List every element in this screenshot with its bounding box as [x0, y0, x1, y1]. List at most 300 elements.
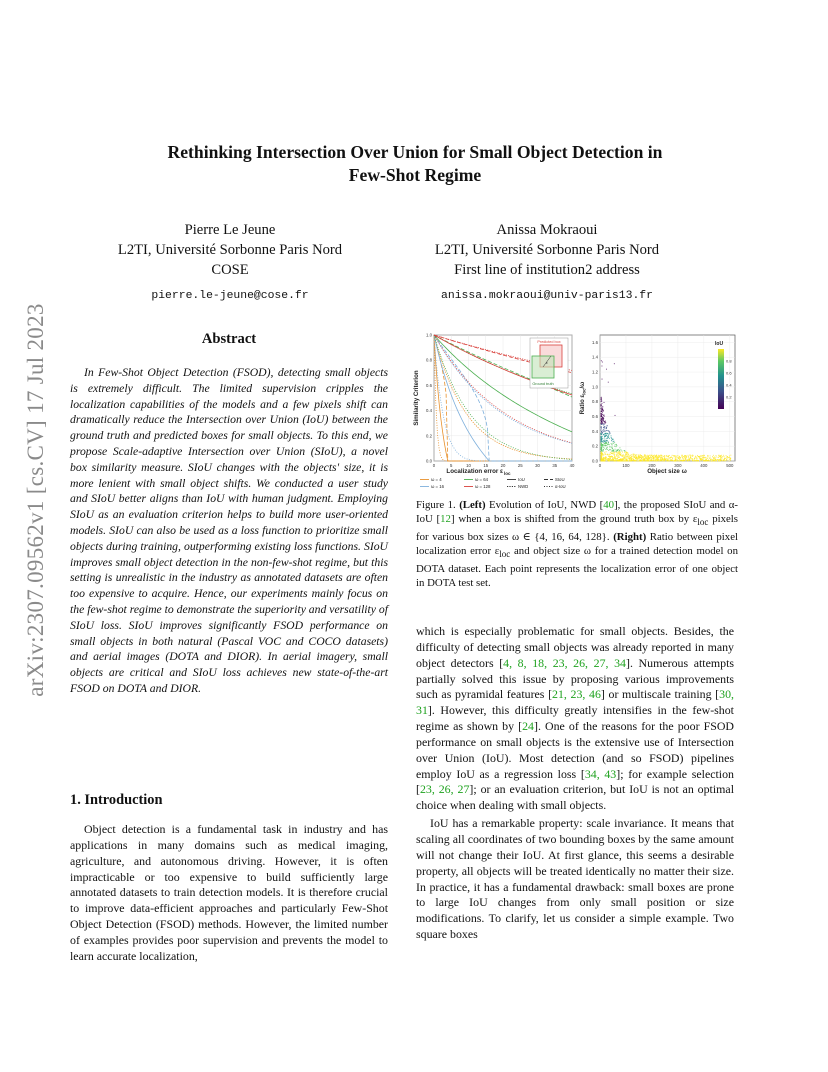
scatter-point: [619, 454, 620, 455]
x-tick-label: 5: [450, 463, 453, 468]
citation[interactable]: 34, 43: [584, 766, 617, 781]
scatter-point: [607, 458, 608, 459]
scatter-point: [624, 452, 625, 453]
scatter-point: [611, 453, 612, 454]
author-affiliation-2: COSE: [211, 262, 249, 278]
scatter-point: [643, 459, 644, 460]
x-tick-label: 300: [674, 463, 682, 468]
scatter-point: [601, 397, 602, 398]
scatter-point: [624, 450, 625, 451]
scatter-point: [726, 455, 727, 456]
scatter-point: [612, 448, 613, 449]
scatter-point: [645, 458, 646, 459]
scatter-point: [608, 456, 609, 457]
scatter-point: [622, 459, 623, 460]
scatter-point: [705, 459, 706, 460]
y-tick-label: 1.6: [592, 339, 598, 345]
scatter-point: [621, 460, 622, 461]
scatter-point: [603, 447, 604, 448]
scatter-point: [633, 454, 634, 455]
scatter-point: [602, 406, 603, 407]
scatter-point: [705, 457, 706, 458]
scatter-point: [669, 455, 670, 456]
legend-entry: IoU: [518, 477, 525, 482]
scatter-point: [605, 454, 606, 455]
scatter-point: [616, 451, 617, 452]
scatter-point: [605, 449, 606, 450]
scatter-point: [614, 363, 615, 364]
scatter-point: [601, 403, 602, 404]
author-name: Anissa Mokraoui: [496, 222, 598, 238]
scatter-point: [641, 458, 642, 459]
scatter-point: [612, 451, 613, 452]
scatter-point: [658, 455, 659, 456]
scatter-point: [712, 459, 713, 460]
abstract-text: In Few-Shot Object Detection (FSOD), detecting small objects is extremely difficult. The limited supervision cripples the localization capabilities of the models and a few pixels shift can dramatically reduce the Intersection over Union (IoU) between the ground truth and predicted boxes for small objects. To this end, we propose Scale-adaptive Intersection over Union (SIoU), a novel box similarity measure. SIoU changes with the objects' size, it is more lenient with small object shifts. We conducted a user study and SIoU better aligns than IoU with human judgment. Employing SIoU as an evaluation criterion helps to build more user-oriented models. SIoU can also be used as a loss function to prioritize small objects during training, outperforming existing loss functions. SIoU improves small object detection in the non-few-shot regime, but this setting is unrealistic in the industry as annotated datasets are often too expensive to acquire. Hence, our experiments mainly focus on the few-shot regime to demonstrate the superiority and versatility of SIoU loss. SIoU improves significantly FSOD performance on small objects in both natural (Pascal VOC and COCO datasets) and aerial images (DOTA and DIOR). In aerial imagery, small objects are critical and SIoU loss achieves new state-of-the-art FSOD on DOTA and DIOR.: [70, 366, 389, 695]
scatter-point: [610, 458, 611, 459]
scatter-point: [621, 453, 622, 454]
y-tick-label: 0.2: [426, 433, 432, 439]
y-tick-label: 1.0: [426, 332, 432, 338]
scatter-point: [674, 460, 675, 461]
scatter-point: [687, 455, 688, 456]
scatter-point: [604, 426, 605, 427]
scatter-point: [705, 460, 706, 461]
scatter-point: [608, 437, 609, 438]
scatter-point: [626, 456, 627, 457]
citation[interactable]: 23, 26, 27: [419, 782, 470, 797]
scatter-point: [609, 454, 610, 455]
scatter-point: [638, 454, 639, 455]
scatter-point: [730, 460, 731, 461]
scatter-point: [717, 459, 718, 460]
scatter-point: [726, 456, 727, 457]
arxiv-stamp: arXiv:2307.09562v1 [cs.CV] 17 Jul 2023: [23, 303, 48, 697]
left-legend: [420, 477, 566, 489]
author-name: Pierre Le Jeune: [184, 222, 276, 238]
scatter-point: [620, 452, 621, 453]
scatter-point: [618, 455, 619, 456]
scatter-point: [640, 460, 641, 461]
scatter-point: [609, 444, 610, 445]
scatter-point: [619, 447, 620, 448]
scatter-point: [601, 414, 602, 415]
scatter-point: [713, 457, 714, 458]
y-tick-label: 0.8: [592, 399, 598, 405]
scatter-point: [658, 459, 659, 460]
scatter-point: [626, 459, 627, 460]
left-x-axis-label: Localization error ε: [446, 468, 503, 475]
right-paragraph-2: IoU has a remarkable property: scale invariance. It means that scaling all coordinates of two bounding boxes by the same amount will not change their IoU. At first glance, this seems a desirable property, all objects will be treated identically no matter their size. In practice, it has a fundamental drawback: small boxes are prone to large IoU changes from only small position or size modifications. To clarify, let us consider a simple example. Two square boxes: [416, 816, 734, 942]
scatter-point: [710, 459, 711, 460]
scatter-point: [685, 458, 686, 459]
scatter-point: [616, 445, 617, 446]
scatter-point: [662, 460, 663, 461]
scatter-point: [608, 458, 609, 459]
scatter-point: [613, 457, 614, 458]
scatter-point: [633, 456, 634, 457]
scatter-point: [666, 460, 667, 461]
scatter-point: [603, 423, 604, 424]
scatter-point: [608, 450, 609, 451]
scatter-point: [730, 457, 731, 458]
scatter-point: [655, 459, 656, 460]
scatter-point: [647, 457, 648, 458]
intro-column-left: [70, 822, 388, 965]
scatter-point: [626, 452, 627, 453]
scatter-point: [606, 451, 607, 452]
y-tick-label: 0.0: [592, 458, 598, 464]
scatter-point: [651, 455, 652, 456]
scatter-point: [715, 459, 716, 460]
caption-right-label: (Right): [613, 530, 647, 543]
scatter-point: [611, 440, 612, 441]
scatter-point: [630, 460, 631, 461]
scatter-point: [623, 460, 624, 461]
scatter-point: [704, 455, 705, 456]
scatter-point: [674, 455, 675, 456]
scatter-point: [619, 450, 620, 451]
scatter-point: [601, 426, 602, 427]
scatter-point: [636, 458, 637, 459]
scatter-point: [725, 460, 726, 461]
scatter-point: [726, 460, 727, 461]
scatter-point: [682, 457, 683, 458]
scatter-point: [601, 419, 602, 420]
scatter-point: [702, 455, 703, 456]
scatter-point: [729, 455, 730, 456]
scatter-point: [624, 459, 625, 460]
scatter-point: [603, 415, 604, 416]
scatter-point: [693, 459, 694, 460]
x-tick-label: 10: [466, 463, 471, 468]
scatter-point: [601, 407, 602, 408]
scatter-point: [720, 460, 721, 461]
y-tick-label: 0.6: [426, 382, 432, 388]
scatter-point: [627, 453, 628, 454]
scatter-point: [656, 459, 657, 460]
x-tick-label: 35: [552, 463, 558, 468]
scatter-point: [627, 460, 628, 461]
scatter-point: [702, 457, 703, 458]
scatter-point: [603, 424, 604, 425]
scatter-point: [689, 460, 690, 461]
scatter-point: [603, 459, 604, 460]
scatter-point: [698, 460, 699, 461]
scatter-point: [644, 455, 645, 456]
scatter-point: [607, 433, 608, 434]
scatter-point: [602, 438, 603, 439]
scatter-point: [605, 444, 606, 445]
author-affiliation: L2TI, Université Sorbonne Paris Nord: [117, 242, 343, 258]
scatter-point: [649, 460, 650, 461]
scatter-point: [700, 458, 701, 459]
scatter-point: [617, 449, 618, 450]
scatter-point: [606, 457, 607, 458]
scatter-point: [607, 443, 608, 444]
scatter-point: [603, 457, 604, 458]
scatter-point: [657, 460, 658, 461]
scatter-point: [709, 460, 710, 461]
scatter-point: [628, 454, 629, 455]
scatter-point: [601, 447, 602, 448]
scatter-point: [676, 456, 677, 457]
scatter-point: [602, 441, 603, 442]
scatter-point: [701, 460, 702, 461]
scatter-point: [606, 447, 607, 448]
scatter-point: [609, 460, 610, 461]
right-paragraph-1: which is especially problematic for small objects. Besides, the difficulty of detecting small objects was already reported in many object detectors [4, 8, 18, 23, 26, 27, 34]. Numerous attempts partially solved this issue by proposing various improvements such as pyramidal features [21, 23, 46] or multiscale training [30, 31]. However, this difficulty greatly intensifies in the few-shot regime as shown by [24]. One of the reasons for the poor FSOD performance on small objects is the extensive use of Intersection over Union (IoU). Most detection (and so FSOD) pipelines employ IoU as a regression loss [34, 43]; for example selection [23, 26, 27]; or an evaluation criterion, but IoU is not an optimal choice when dealing with small objects.: [416, 624, 735, 813]
scatter-point: [610, 446, 611, 447]
right-plot: [580, 335, 735, 475]
scatter-point: [619, 457, 620, 458]
scatter-point: [708, 460, 709, 461]
scatter-point: [680, 460, 681, 461]
scatter-point: [615, 457, 616, 458]
scatter-point: [606, 433, 607, 434]
scatter-point: [649, 455, 650, 456]
scatter-point: [675, 456, 676, 457]
y-tick-label: 0.4: [426, 408, 432, 414]
scatter-point: [651, 460, 652, 461]
scatter-point: [603, 449, 604, 450]
scatter-point: [698, 456, 699, 457]
y-tick-label: 0.6: [592, 414, 598, 420]
scatter-point: [723, 455, 724, 456]
scatter-point: [721, 457, 722, 458]
scatter-point: [612, 456, 613, 457]
scatter-point: [668, 460, 669, 461]
scatter-point: [601, 431, 602, 432]
scatter-point: [602, 409, 603, 410]
scatter-point: [668, 458, 669, 459]
scatter-point: [688, 456, 689, 457]
scatter-point: [620, 449, 621, 450]
scatter-point: [601, 360, 602, 361]
scatter-point: [604, 443, 605, 444]
scatter-point: [690, 457, 691, 458]
scatter-point: [670, 457, 671, 458]
x-tick-label: 100: [622, 463, 630, 468]
scatter-point: [606, 440, 607, 441]
scatter-point: [672, 455, 673, 456]
scatter-point: [650, 456, 651, 457]
scatter-point: [676, 460, 677, 461]
scatter-point: [664, 460, 665, 461]
scatter-point: [600, 401, 601, 402]
scatter-point: [635, 455, 636, 456]
scatter-point: [694, 458, 695, 459]
scatter-point: [689, 455, 690, 456]
scatter-point: [722, 460, 723, 461]
scatter-point: [601, 405, 602, 406]
scatter-point: [610, 452, 611, 453]
citation[interactable]: 24: [522, 719, 534, 734]
paper-title: [100, 141, 730, 187]
scatter-point: [714, 457, 715, 458]
scatter-point: [601, 460, 602, 461]
scatter-point: [604, 438, 605, 439]
scatter-point: [613, 452, 614, 453]
scatter-point: [644, 459, 645, 460]
author-email[interactable]: pierre.le-jeune@cose.fr: [151, 290, 309, 302]
scatter-point: [601, 439, 602, 440]
scatter-point: [712, 460, 713, 461]
scatter-point: [666, 458, 667, 459]
scatter-point: [713, 458, 714, 459]
scatter-point: [633, 458, 634, 459]
scatter-point: [654, 460, 655, 461]
section-heading-introduction: 1. Introduction: [70, 792, 163, 808]
scatter-point: [684, 457, 685, 458]
scatter-point: [622, 456, 623, 457]
citation[interactable]: 21, 23, 46: [552, 687, 601, 702]
scatter-point: [613, 451, 614, 452]
scatter-point: [664, 457, 665, 458]
scatter-point: [609, 446, 610, 447]
citation[interactable]: 12: [440, 513, 451, 526]
scatter-point: [696, 457, 697, 458]
scatter-point: [703, 459, 704, 460]
intro-paragraph-1: Object detection is a fundamental task in industry and has applications in many domains such as medical imaging, agriculture, and autonomous driving. However, it is often impracticable or too expensive to build sufficiently large annotated datasets to train detection models. It is therefore crucial to improve data-efficient approaches and particularly Few-Shot Object Detection (FSOD) methods. However, the limited number of examples provides poor supervision and prevents the model to learn accurate localization,: [70, 822, 388, 963]
scatter-point: [604, 435, 605, 436]
colorbar-tick-label: 0.4: [726, 382, 732, 388]
scatter-point: [660, 456, 661, 457]
scatter-point: [603, 418, 604, 419]
scatter-point: [614, 452, 615, 453]
scatter-point: [609, 438, 610, 439]
scatter-point: [624, 460, 625, 461]
scatter-point: [631, 460, 632, 461]
scatter-point: [603, 431, 604, 432]
scatter-point: [603, 442, 604, 443]
abstract-heading: Abstract: [201, 331, 257, 347]
scatter-point: [689, 458, 690, 459]
predicted-box-label: Predicted box: [537, 340, 561, 344]
scatter-point: [608, 434, 609, 435]
scatter-point: [635, 460, 636, 461]
scatter-point: [618, 452, 619, 453]
scatter-point: [613, 441, 614, 442]
legend-entry: SIoU: [555, 477, 565, 482]
scatter-point: [722, 456, 723, 457]
x-tick-label: 500: [726, 463, 734, 468]
scatter-point: [715, 455, 716, 456]
scatter-point: [679, 456, 680, 457]
scatter-point: [701, 459, 702, 460]
scatter-point: [696, 460, 697, 461]
scatter-point: [707, 456, 708, 457]
scatter-point: [601, 449, 602, 450]
scatter-point: [710, 455, 711, 456]
ground-truth-label: Ground truth: [532, 382, 554, 386]
scatter-point: [606, 425, 607, 426]
scatter-point: [611, 438, 612, 439]
scatter-point: [644, 457, 645, 458]
scatter-point: [601, 422, 602, 423]
y-tick-label: 0.0: [426, 458, 432, 464]
legend-entry: ω = 4: [431, 477, 442, 482]
scatter-point: [664, 458, 665, 459]
scatter-point: [617, 458, 618, 459]
scatter-point: [723, 456, 724, 457]
scatter-point: [601, 452, 602, 453]
left-x-axis-label-sub: loc: [504, 471, 511, 476]
scatter-point: [622, 452, 623, 453]
scatter-point: [607, 449, 608, 450]
scatter-point: [642, 457, 643, 458]
scatter-point: [711, 460, 712, 461]
scatter-point: [655, 456, 656, 457]
scatter-point: [617, 457, 618, 458]
scatter-point: [728, 460, 729, 461]
scatter-point: [614, 458, 615, 459]
scatter-point: [601, 441, 602, 442]
scatter-point: [616, 444, 617, 445]
scatter-point: [656, 457, 657, 458]
scatter-point: [602, 459, 603, 460]
scatter-point: [601, 445, 602, 446]
scatter-point: [706, 460, 707, 461]
scatter-point: [611, 459, 612, 460]
scatter-point: [720, 455, 721, 456]
scatter-point: [612, 447, 613, 448]
citation[interactable]: 40: [603, 499, 615, 511]
scatter-point: [678, 458, 679, 459]
scatter-point: [603, 402, 604, 403]
scatter-point: [609, 449, 610, 450]
title-line-2: Few-Shot Regime: [348, 165, 482, 185]
scatter-point: [615, 444, 616, 445]
scatter-point: [601, 379, 602, 380]
citation[interactable]: 4, 8, 18, 23, 26, 27, 34: [503, 655, 627, 670]
scatter-point: [637, 460, 638, 461]
scatter-point: [606, 445, 607, 446]
scatter-point: [695, 456, 696, 457]
scatter-point: [610, 449, 611, 450]
scatter-point: [600, 437, 601, 438]
scatter-point: [691, 455, 692, 456]
scatter-point: [603, 434, 604, 435]
scatter-point: [625, 454, 626, 455]
scatter-point: [607, 438, 608, 439]
scatter-point: [709, 458, 710, 459]
scatter-point: [663, 460, 664, 461]
scatter-point: [601, 433, 602, 434]
figure-1: [412, 332, 742, 492]
scatter-point: [612, 439, 613, 440]
scatter-point: [604, 431, 605, 432]
scatter-point: [659, 460, 660, 461]
scatter-point: [645, 455, 646, 456]
x-tick-label: 30: [535, 463, 540, 468]
scatter-point: [685, 456, 686, 457]
scatter-point: [602, 450, 603, 451]
scatter-point: [723, 460, 724, 461]
y-tick-label: 0.2: [592, 443, 598, 449]
scatter-point: [604, 452, 605, 453]
y-tick-label: 0.4: [592, 428, 598, 434]
scatter-point: [623, 459, 624, 460]
x-tick-label: 20: [500, 463, 506, 468]
citation[interactable]: 30, 31: [416, 687, 735, 718]
scatter-point: [668, 460, 669, 461]
scatter-point: [601, 443, 602, 444]
scatter-point: [608, 382, 609, 383]
scatter-point: [720, 458, 721, 459]
author-email[interactable]: anissa.mokraoui@univ-paris13.fr: [441, 290, 653, 302]
scatter-point: [636, 456, 637, 457]
